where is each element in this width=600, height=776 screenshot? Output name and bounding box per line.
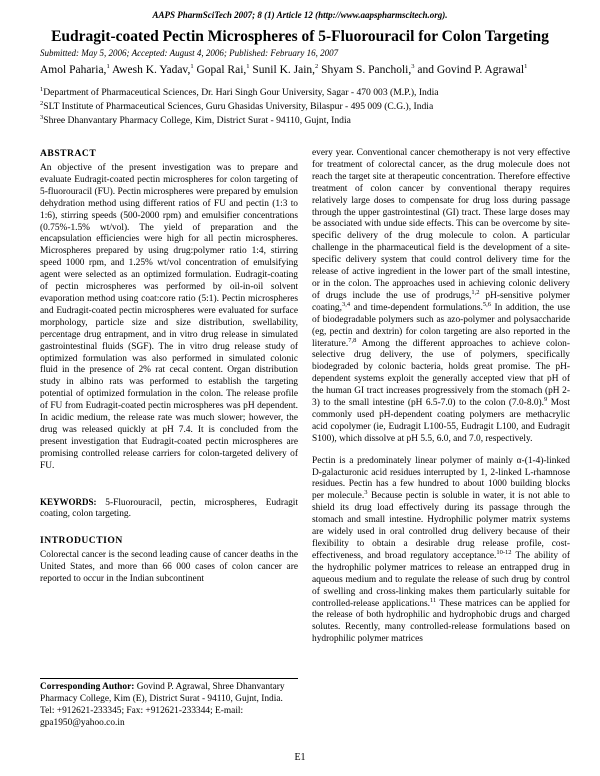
keywords-label: KEYWORDS: <box>40 496 97 507</box>
citation: 9 <box>544 395 548 403</box>
page-number: E1 <box>294 752 306 763</box>
introduction-heading: INTRODUCTION <box>40 535 123 547</box>
affiliation-marker: 3 <box>411 63 415 71</box>
intro-paragraph: every year. Conventional cancer chemotherapy is not very effective for treatment of colorectal cancer, as the drug molecule does not reach the target site at therapeutic concentration. Therefore effective treatment of colon cancer by conventional therapy requires relatively large doses to compensate for drug loss during passage through the upper gastrointestinal (GI) tract. These large doses may be associated with undue side effects. This can be overcome by site-specific delivery of the drug molecule to colon. A particular challenge in the pharmaceutical field is the development of a site-specific delivery system that could control delivery time for the release of active ingredient in the lower part of the small intestine, or in the colon. The approaches used in achieving colonic delivery of drugs include the use of prodrugs,$^{1,2}$ pH-sensitive polymer coating,$^{3,4}$ and time-dependent formulations.$^{5,6}$ In addition, the use of biodegradable polymers such as azo-polymer and polysaccharide (eg, pectin and dextrin) for colon targeting are also reported in the literature.$^{7,8}$ Among the different approaches to achieve colon-selective drug delivery, the use of polymers, specifically biodegraded by colonic bacteria, holds great promise. The pH-dependent systems exploit the generally accepted view that pH of the human GI tract increases progressively from the stomach (pH 2-3) to the small intestine (pH 6.5-7.0) to the colon (7.0-8.0).$^9$ Most commonly used pH-dependent coating polymers are methacrylic acid copolymer (ie, Eudragit L100-55, Eudragit L100, and Eudragit S100), which dissolve at pH 5.5, 6.0, and 7.0, respectively. <box>312 148 570 444</box>
affiliation-list <box>40 86 580 128</box>
author: Sunil K. Jain, <box>252 64 316 76</box>
citation: 10-12 <box>496 548 512 556</box>
author: Shyam S. Pancholi, <box>321 64 412 76</box>
abstract-heading: ABSTRACT <box>40 148 97 159</box>
citation: 7,8 <box>348 336 357 344</box>
affiliation: $^1$Department of Pharmaceutical Sciences, Dr. Hari Singh Gour University, Sagar - 470 003 (M.P.), India <box>40 85 439 98</box>
affiliation-marker: 1 <box>246 63 250 71</box>
affiliation: $^3$Shree Dhanvantary Pharmacy College, Kim, District Surat - 94110, Gujnt, India <box>40 113 351 126</box>
affiliation-marker: 2 <box>315 63 319 71</box>
citation: 3 <box>364 489 368 497</box>
pectin-paragraph: Pectin is a predominately linear polymer of mainly α-(1-4)-linked D-galacturonic acid residues interrupted by 1, 2-linked L-rhamnose residues. Pectin has a few hundred to about 1000 building blocks per molecule.$^3$ Because pectin is soluble in water, it is not able to shield its drug load effectively during its passage through the stomach and small intestine. Hydrophilic polymer matrix systems are widely used in oral controlled drug delivery because of their flexibility to obtain a desirable drug release profile, cost-effectiveness, and broad regulatory acceptance.$^{10-12}$ The ability of the hydrophilic polymer matrices to release an entrapped drug in aqueous medium and to regulate the release of such drug by control of swelling and cross-linking makes them particularly suitable for controlled-release applications.$^{11}$ These matrices can be applied for the release of both hydrophilic and hydrophobic drugs and charged solutes. Recently, many controlled-release formulations based on hydrophilic polymer matrices <box>312 455 571 645</box>
publication-dates: Submitted: May 5, 2006; Accepted: August 4, 2006; Published: February 16, 2007 <box>40 48 339 58</box>
journal-header: AAPS PharmSciTech 2007; 8 (1) Article 12 (http://www.aapspharmscitech.org). <box>152 10 448 20</box>
corresponding-author <box>40 682 298 730</box>
abstract-text: An objective of the present investigation was to prepare and evaluate Eudragit-coated pectin microspheres for colon targeting of 5-fluorouracil (FU). Pectin microspheres were prepared by emulsion dehydration method using different ratios of FU and pectin (1:3 to 1:6), stirring speeds (500-2000 rpm) and emulsifier concentrations (0.75%-1.5% wt/vol). The yield of preparation and the encapsulation efficiencies were high for all pectin microspheres. Microspheres prepared by using drug:polymer ratio 1:4, stirring speed 1000 rpm, and 1.25% wt/vol concentration of emulsifying agent were selected as an optimized formulation. Eudragit-coating of pectin microspheres was performed by oil-in-oil solvent evaporation method using coat:core ratio (5:1). Pectin microspheres and Eudragit-coated pectin microspheres were evaluated for surface morphology, particle size and size distribution, swellability, percentage drug entrapment, and in vitro drug release in simulated gastrointestinal fluids (SGF). The in vitro drug release study of optimized formulation was also performed in simulated colonic fluid in the presence of 2% rat cecal content. Organ distribution study in albino rats was performed to establish the targeting potential of optimized formulation in the colon. The release profile of FU from Eudragit-coated pectin microspheres was pH dependent. In acidic medium, the release rate was much slower; however, the drug was released quickly at pH 7.4. It is concluded from the present investigation that Eudragit-coated pectin microspheres are promising controlled release carriers for colon-targeted delivery of FU. <box>40 163 298 471</box>
author: and Govind P. Agrawal <box>417 64 525 76</box>
citation: 1,2 <box>471 288 480 296</box>
affiliation: $^2$SLT Institute of Pharmaceutical Sciences, Guru Ghasidas University, Bilaspur - 495 009 (C.G.), India <box>40 99 434 112</box>
author-list <box>40 64 580 76</box>
citation: 11 <box>430 596 437 604</box>
footnote-rule <box>40 678 298 679</box>
citation: 5,6 <box>482 300 491 308</box>
affiliation-marker: 1 <box>524 63 528 71</box>
paper-title: Eudragit-coated Pectin Microspheres of 5-Fluorouracil for Colon Targeting <box>51 28 549 45</box>
introduction-text: Colorectal cancer is the second leading cause of cancer deaths in the United States, and more than 66 000 cases of colon cancer are reported to occur in the Indian subcontinent <box>40 550 298 585</box>
citation: 3,4 <box>341 300 351 308</box>
author: Amol Paharia, <box>40 64 107 76</box>
affiliation-marker: 1 <box>106 63 110 71</box>
right-column <box>312 148 570 646</box>
left-column <box>40 148 298 586</box>
keywords-text: 5-Fluorouracil, pectin, microspheres, Eudragit coating, colon targeting. <box>40 497 298 520</box>
affiliation-marker: 1 <box>190 63 194 71</box>
author: Awesh K. Yadav, <box>111 64 191 76</box>
author: Gopal Rai, <box>196 64 247 76</box>
corresponding-author-text: Govind P. Agrawal, Shree Dhanvantary Pharmacy College, Kim (E), District Surat - 94110, Gujnt, India. Tel: +912621-233345; Fax: +912621-233344; E-mail: gpa1950@yahoo.co.in <box>40 682 285 728</box>
corresponding-author-label: Corresponding Author: <box>40 682 135 692</box>
keywords <box>40 497 298 522</box>
